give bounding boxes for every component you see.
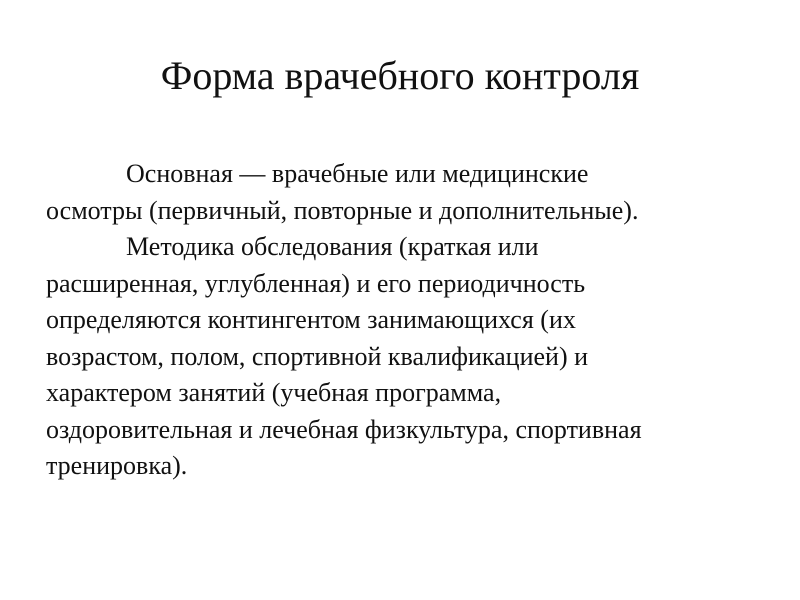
paragraph-main-form: Основная — врачебные или медицинские осмотры (первичный, повторные и дополнительные). <box>46 159 639 225</box>
paragraph-methodology: Методика обследования (краткая или расширенная, углубленная) и его периодичность определяются контингентом занимающихся (их возрастом, полом, спортивной квалификацией) и характером занятий (учебная программа, оздоровительная и лечебная физкультура, спортивная тренировка). <box>46 232 642 480</box>
slide-body <box>46 156 766 485</box>
slide-title: Форма врачебного контроля <box>160 53 640 98</box>
